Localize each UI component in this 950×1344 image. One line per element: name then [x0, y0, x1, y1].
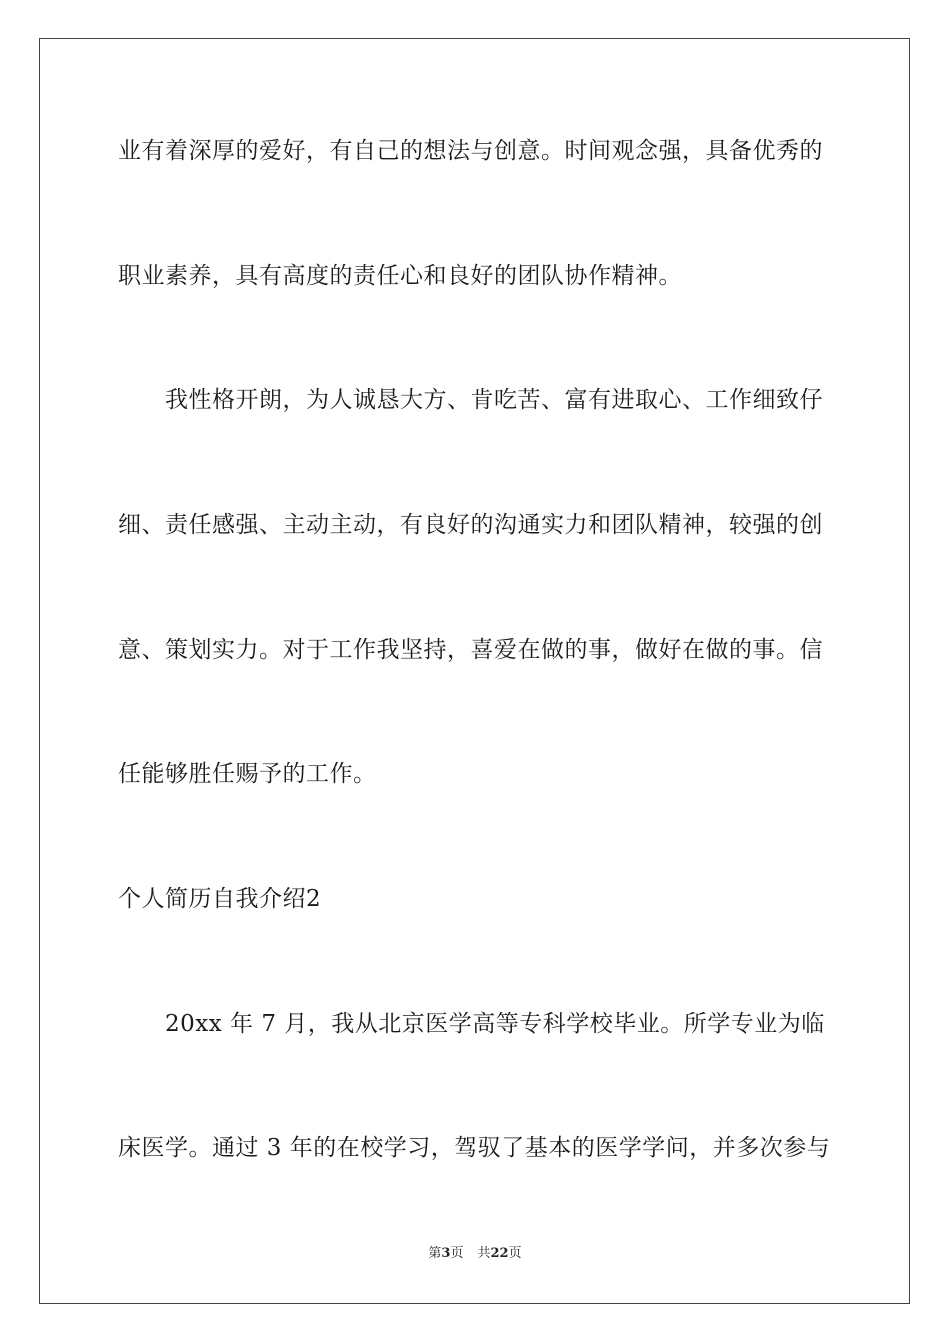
footer-page-prefix: 第 — [428, 1246, 442, 1261]
footer-page-current: 3 — [441, 1246, 451, 1261]
page-footer — [0, 1245, 950, 1263]
footer-total-prefix: 共 — [477, 1246, 491, 1261]
footer-page-suffix: 页 — [450, 1246, 464, 1261]
paragraph-1-line-2: 职业素养，具有高度的责任心和良好的团队协作精神。 — [118, 263, 682, 289]
footer-total-suffix: 页 — [508, 1246, 522, 1261]
section-heading: 个人简历自我介绍2 — [118, 886, 322, 912]
paragraph-3-line-1: 20xx 年 7 月，我从北京医学高等专科学校毕业。所学专业为临 — [165, 1011, 825, 1037]
paragraph-2-line-1: 我性格开朗，为人诚恳大方、肯吃苦、富有进取心、工作细致仔 — [165, 387, 823, 413]
page-frame — [39, 38, 910, 1304]
paragraph-2-line-3: 意、策划实力。对于工作我坚持，喜爱在做的事，做好在做的事。信 — [118, 637, 823, 663]
paragraph-2-line-4: 任能够胜任赐予的工作。 — [118, 761, 377, 787]
paragraph-2-line-2: 细、责任感强、主动主动，有良好的沟通实力和团队精神，较强的创 — [118, 512, 823, 538]
paragraph-3-line-2: 床医学。通过 3 年的在校学习，驾驭了基本的医学学问，并多次参与 — [118, 1135, 831, 1161]
paragraph-1-line-1: 业有着深厚的爱好，有自己的想法与创意。时间观念强，具备优秀的 — [118, 138, 823, 164]
footer-page-total: 22 — [490, 1246, 509, 1261]
